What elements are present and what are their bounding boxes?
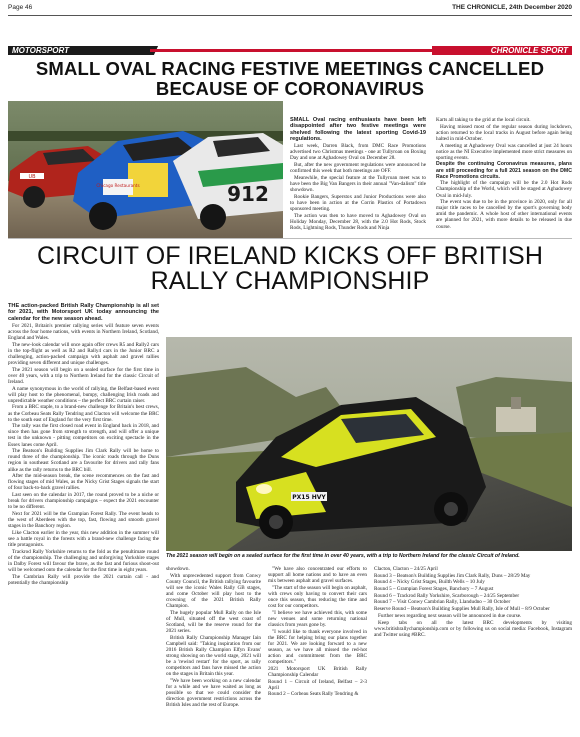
rally-car-photo [166, 337, 572, 551]
rally-car-plate: PX15 HVY [292, 494, 326, 501]
paragraph: The action was then to have moved to Aghadowey Oval on Holiday Monday, December 28, with the 2.0 Hot Rods, Stock Rods, Lightning Rods, Thunder Rods and Ninja [290, 212, 426, 231]
rally-column-d [374, 566, 572, 638]
paragraph: From a BRC staple, to a brand-new challenge for Britain's best crews, as the Corbeau Seats Rally Tendring and Clacton will welcome the BRC to the south east of England for the very first time. [8, 404, 159, 423]
paragraph: Round 3 – Beatson's Building Supplies Jim Clark Rally, Duns – 28/29 May [374, 572, 531, 579]
rally-photo-caption: The 2021 season will begin on a sealed surface for the first time in over 40 years, with a trip to Northern Ireland for the classic Circuit of Ireland. [166, 553, 520, 559]
blue-car-sponsor: Chicago Restaurants [96, 183, 140, 188]
paragraph: Keep tabs on all the latest BRC developments by visiting www.britishrallychampionship.com or by following us on social media: Facebook, Instagram and Twitter using #BRC. [374, 619, 572, 638]
paragraph: The Beatson's Building Supplies Jim Clark Rally will be home to round three of the championship. The iconic roads through the Duns region in southeast Scotland are a favourite for drivers and rally fans alike as the rally returns to the BRC bill. [8, 448, 159, 473]
mid-rule [8, 238, 572, 239]
paragraph: Round 4 – Nicky Grist Stages, Builth Wells – 10 July [374, 579, 485, 586]
paragraph: Rookie Bangers, Superstox and Junior Productions were also to have been in action at the Corrin Plastics of Portadown sponsored meeting. [290, 193, 426, 212]
paragraph: British Rally Championship Manager Iain Campbell said: "Taking inspiration from our 2016 British Rally Champion Elfyn Evans' strong showing on the world stage, 2021 will be a 'rewind restart' for the sport, as rally competitors and fans have missed the action on the stages in Britain this year. [166, 634, 261, 678]
page-folio [8, 4, 572, 14]
red-car-plate: UB [28, 174, 36, 180]
paragraph: The hugely popular Mull Rally on the Isle of Mull, situated off the west coast of Scotland, will be the reserve round for the 2021 series. [166, 609, 261, 635]
paragraph: A meeting at Aghadowey Oval was cancelled at just 24 hours notice as the NI Executive implemented more strict measures on sporting events. [436, 142, 572, 161]
oval-racing-photo [8, 101, 283, 239]
top-rule [8, 15, 572, 16]
paragraph: Meanwhile, the special feature at the Tullyroan meet was to have been the Big Van Bangers in their annual "Van-dalism" title showdown. [290, 174, 426, 194]
paragraph: After the mid-season break, the scene recommences on the fast and flowing stages of mid Wales, as the Nicky Grist Stages signals the start of four back-to-back gravel rallies. [8, 473, 159, 492]
rally-car-photo-art [166, 337, 572, 551]
paragraph: The 2021 season will begin on a sealed surface for the first time in over 40 years, with a trip to Northern Ireland for the classic Circuit of Ireland. [8, 366, 159, 385]
paragraph: Clacton, Clacton – 24/25 April [374, 566, 438, 572]
paragraph: "I believe we have achieved this, with some new venues and some returning national classics from years gone by. [268, 609, 367, 629]
section-label-chronicle-sport [432, 46, 572, 55]
paragraph: Despite the continuing Coronavirus measures, plans are still proceeding for a full 2021 season on the DMC Race Promotions circuits. [436, 161, 572, 180]
paragraph: A name synonymous in the world of rallying, the Belfast-based event will play host to the phenomenal, bumpy, challenging Irish roads and unpredictable weather conditions – the perfect BRC curtain raiser. [8, 385, 159, 404]
paragraph: Round 6 – Trackrod Rally Yorkshire, Scarborough – 24/25 September [374, 592, 520, 599]
paragraph: Having missed most of the regular season during lockdown, action returned to the local tracks in August before again being halted in mid-October. [436, 123, 572, 142]
paragraph: Last seen on the calendar in 2017, the round proved to be a niche or break for drivers championship campaigns – expect the 2021 encounter to be no different. [8, 492, 159, 511]
paragraph: The event was due to be in the province in 2020, only for all major title races to be cancelled by the sport's governing body amid the pandemic. A whole host of other international events are planned for 2021, with more details to be released in due course. [436, 199, 572, 230]
chronicle-word: CHRONICLE [490, 46, 541, 55]
paragraph: Round 7 – Visit Conwy Cambrian Rally, Llandudno – 30 October [374, 599, 511, 606]
paragraph: The rally was the first closed road event in England back in 2018, and since then has gone from strength to strength, and will offer a unique test in the unknown - pitting competitors on exciting spectacle in the Essex lanes come April. [8, 423, 159, 448]
paragraph: The highlight of the campaign will be the 2.0 Hot Rods Championship of the World, which will be staged at Aghadowey Oval in mid-July. [436, 180, 572, 199]
page-number: Page 46 [8, 4, 33, 11]
oval-racing-photo-art [8, 101, 283, 239]
paragraph: Next for 2021 will be the Grampian Forest Rally. The event heads to the west of Aberdeen with the top, fast, flowing and smooth gravel stages in the Banchory region. [8, 510, 159, 530]
headline-oval-racing: SMALL OVAL RACING FESTIVE MEETINGS CANCELLED BECAUSE OF CORONAVIRUS [35, 58, 545, 99]
section-label-motorsport: MOTORSPORT [8, 46, 148, 55]
oval-column-b [436, 117, 572, 230]
paragraph: Like Clacton earlier in the year, this new addition in the summer will see a battle royal in the forests with a brand-new challenge facing the title protagonists. [8, 529, 159, 549]
paragraph: "We have also concentrated our efforts to support all home nations and to have an even mix between asphalt and gravel surfaces. [268, 566, 367, 585]
white-car-number: 912 [227, 182, 269, 206]
paragraph: The Cambrian Rally will provide the 2021 curtain call - and potentially the championship [8, 573, 159, 586]
paragraph: Further news regarding next season will be announced in due course. [378, 612, 522, 619]
section-band-rule [150, 49, 432, 52]
rally-column-b [166, 566, 261, 709]
paragraph: Round 5 – Grampian Forest Stages, Banchory – 7 August [374, 586, 494, 593]
paragraph: Round 2 – Corbeau Seats Rally Tendring & [268, 691, 359, 698]
rally-column-a [8, 303, 159, 586]
oval-column-a [290, 117, 426, 232]
headline-circuit-of-ireland: CIRCUIT OF IRELAND KICKS OFF BRITISH RALLY CHAMPIONSHIP [37, 242, 543, 295]
paragraph: Last week, Darren Black, from DMC Race Promotions advertised two Christmas meetings - one at Tullyroan on Boxing Day and one at Aghadowey Oval on December 28. [290, 143, 426, 162]
paragraph: THE action-packed British Rally Championship is all set for 2021, with Motorsport UK today announcing the calendar for the new season ahead. [8, 303, 159, 322]
paper-dateline: THE CHRONICLE, 24th December 2020 [452, 4, 572, 11]
paragraph: But, after the new government regulations were announced he confirmed this week that both meetings are OFF. [290, 162, 426, 175]
paragraph: Karts all taking to the grid at the local circuit. [436, 117, 531, 123]
paragraph: Trackrod Rally Yorkshire returns to the fold as the penultimate round of the championship. The challenging and unforgiving Yorkshire stages in Dalby Forest will favour the brave, as the fast and furious shoot-out will be welcomed onto the calendar for the first time in eight years. [8, 548, 159, 573]
paragraph: "I would like to thank everyone involved in the BRC for helping bring our plans together for 2021. We are looking forward to a new season, as we have all missed the red-hot action and commitment from the BRC competitors." [268, 628, 367, 666]
paragraph: 2021 Motorsport UK British Rally Championship Calendar [268, 665, 367, 678]
paragraph: Reserve Round – Beatson's Building Supplies Mull Rally, Isle of Mull – 8/9 October [374, 606, 550, 613]
paragraph: showdown. [166, 566, 190, 572]
paragraph: "We have been working on a new calendar for a while and we have waited as long as possible so that we could consider the direction government restrictions across the British Isles and the rest of Europe. [166, 678, 261, 709]
paragraph: SMALL Oval racing enthusiasts have been left disappointed after two festive meetings were shelved following the latest sporting Covid-19 regulations. [290, 117, 426, 143]
paragraph: "The start of the season will begin on asphalt, with crews only having to convert their cars once this season, thus reducing the time and cost for our competitors. [268, 584, 367, 610]
paragraph: For 2021, Britain's premier rallying series will feature seven events across the four home nations, with events in Northern Ireland, Scotland, England and Wales. [8, 322, 159, 341]
sport-word: SPORT [540, 46, 568, 55]
paragraph: With unprecedented support from Conwy County Council, the British rallying favourite will see the iconic Wales Rally GB stages, and come October will play host to the crowning of the 2021 British Rally Champion. [166, 572, 261, 610]
paragraph: The new-look calendar will once again offer crews R5 and Rally2 cars in the top-flight as well as R2 and Rally4 cars in the Junior BRC a challenging, action-packed campaign with asphalt and gravel rallies providing seven different and unique challenges. [8, 341, 159, 366]
paragraph: Round 1 – Circuit of Ireland, Belfast – 2-3 April [268, 678, 367, 691]
rally-column-c [268, 566, 367, 698]
